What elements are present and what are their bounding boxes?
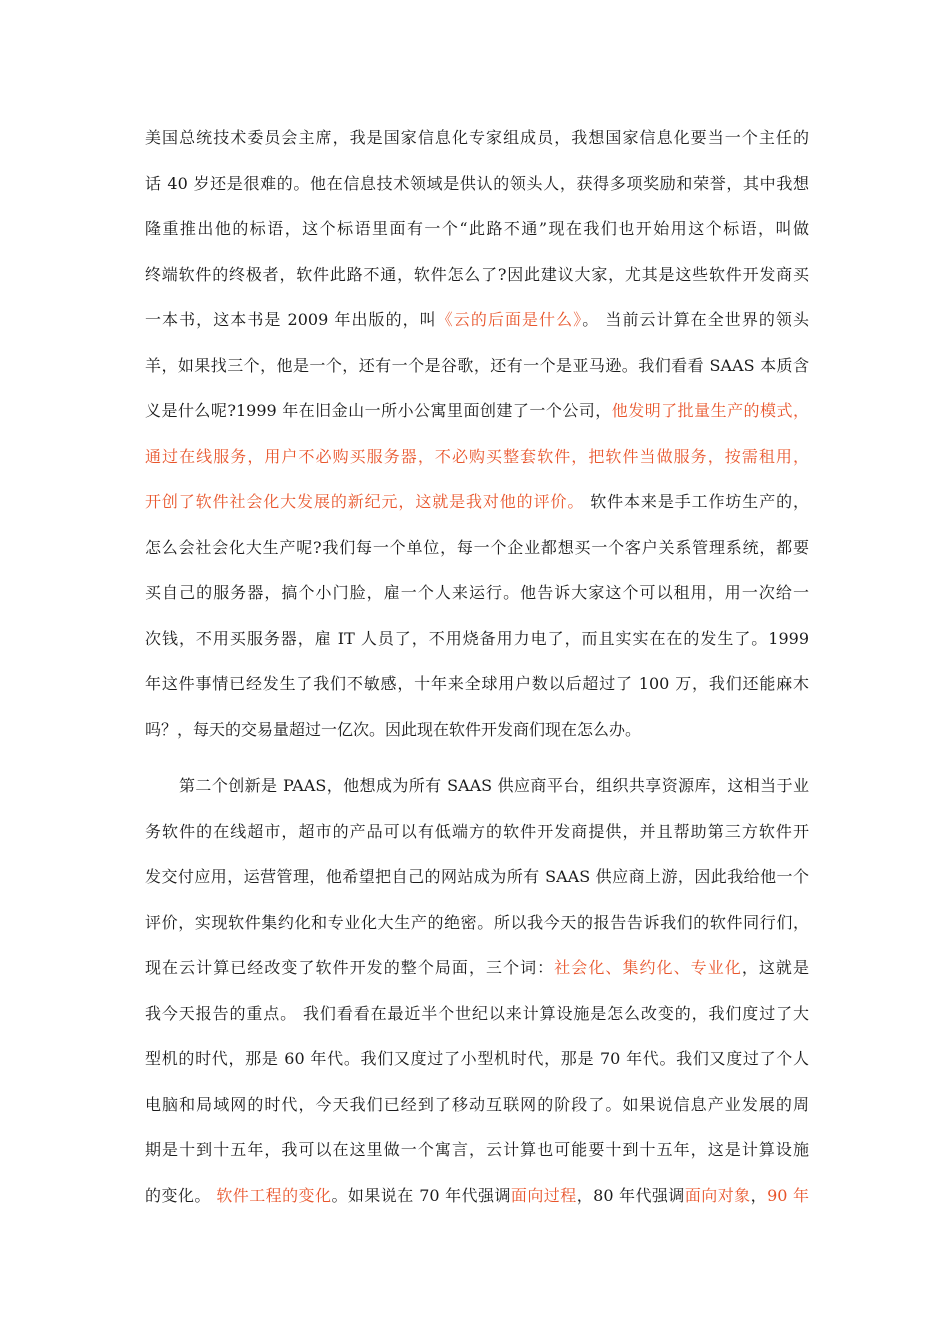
text-line [145,441,809,487]
highlighted-text: 通过在线服务，用户不必购买服务器，不必购买整套软件，把软件当做服务，按需租用， [145,446,809,466]
text-line: 型机的时代，那是 60 年代。我们又度过了小型机时代，那是 70 年代。我们又度过了个人 [145,1049,809,1068]
text-line: 的变化。 软件工程的变化。如果说在 70 年代强调面向过程，80 年代强调面向对象，90 年 [145,1185,809,1205]
text-line: 务软件的在线超市，超市的产品可以有低端方的软件开发商提供，并且帮助第三方软件开 [145,821,809,841]
text-line: 我今天报告的重点。 我们看看在最近半个世纪以来计算设施是怎么改变的，我们度过了大 [145,1003,809,1023]
paragraph-1 [145,122,809,759]
text-line: 买自己的服务器，搞个小门脸，雇一个人来运行。他告诉大家这个可以租用，用一次给一 [145,583,809,602]
text-line: 第二个创新是 PAAS，他想成为所有 SAAS 供应商平台，组织共享资源库，这相当于业 [179,776,809,795]
text-line: 电脑和局域网的时代，今天我们已经到了移动互联网的阶段了。如果说信息产业发展的周 [145,1094,809,1114]
text-line: 年这件事情已经发生了我们不敏感，十年来全球用户数以后超过了 100 万，我们还能麻木 [145,674,809,693]
document-body [145,122,809,1225]
text-line: 一本书，这本书是 2009 年出版的，叫《云的后面是什么》。 当前云计算在全世界的领头 [145,310,809,329]
text-line: 发交付应用，运营管理，他希望把自己的网站成为所有 SAAS 供应商上游，因此我给他一个 [145,867,809,886]
text-line: 次钱，不用买服务器，雇 IT 人员了，不用烧备用力电了，而且实实在在的发生了。1999 [145,628,809,648]
text-line: 现在云计算已经改变了软件开发的整个局面，三个词：社会化、集约化、专业化，这就是 [145,958,809,977]
text-line: 美国总统技术委员会主席，我是国家信息化专家组成员，我想国家信息化要当一个主任的 [145,128,809,147]
text-line: 吗？，每天的交易量超过一亿次。因此现在软件开发商们现在怎么办。 [145,719,642,739]
text-line: 话 40 岁还是很难的。他在信息技术领域是供认的领头人，获得多项奖励和荣誉，其中我想 [145,173,809,193]
highlighted-text: 软件工程的变化 [216,1185,332,1205]
paragraph-spacer [145,759,809,770]
paragraph-2 [145,770,809,1225]
text-line: 隆重推出他的标语，这个标语里面有一个“此路不通”现在我们也开始用这个标语，叫做 [145,219,809,238]
highlighted-text: 面向对象 [684,1185,751,1205]
highlighted-text: 开创了软件社会化大发展的新纪元，这就是我对他的评价。 [145,492,585,511]
text-line: 义是什么呢?1999 年在旧金山一所小公寓里面创建了一个公司，他发明了批量生产的模式， [145,401,809,420]
highlighted-text: 面向过程 [510,1185,577,1205]
text-line: 评价，实现软件集约化和专业化大生产的绝密。所以我今天的报告告诉我们的软件同行们， [145,912,809,932]
text-line: 开创了软件社会化大发展的新纪元，这就是我对他的评价。 软件本来是手工作坊生产的， [145,492,809,511]
highlighted-text: 他发明了批量生产的模式， [611,401,809,420]
highlighted-text: 90 年 [767,1185,809,1205]
highlighted-text: 社会化、集约化、专业化 [554,958,742,977]
text-line: 期是十到十五年，我可以在这里做一个寓言，云计算也可能要十到十五年，这是计算设施 [145,1140,809,1159]
book-title-highlight: 《云的后面是什么》 [436,310,583,329]
text-line: 终端软件的终极者，软件此路不通，软件怎么了?因此建议大家，尤其是这些软件开发商买 [145,264,809,284]
text-line: 羊，如果找三个，他是一个，还有一个是谷歌，还有一个是亚马逊。我们看看 SAAS 本质含 [145,355,809,375]
text-line: 怎么会社会化大生产呢?我们每一个单位，每一个企业都想买一个客户关系管理系统，都要 [145,537,809,557]
